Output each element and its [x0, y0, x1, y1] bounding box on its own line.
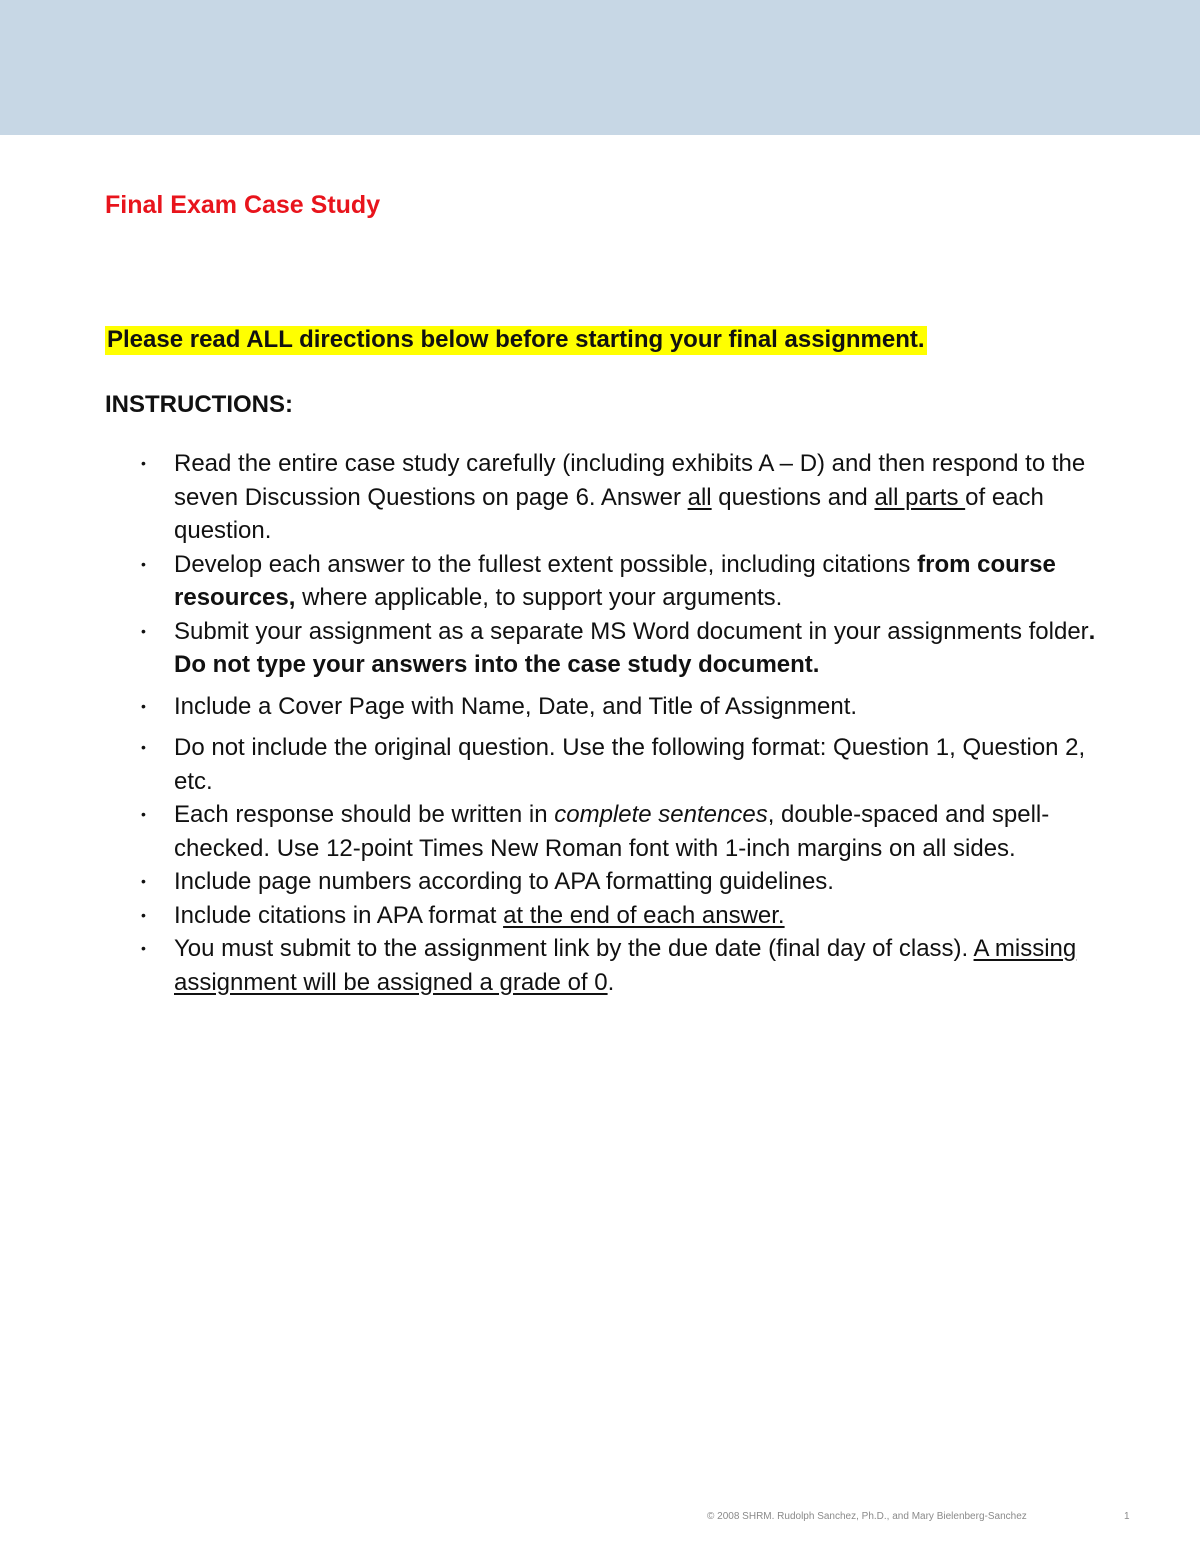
- underlined-text: all: [687, 483, 712, 511]
- item-text: Include citations in APA format: [174, 901, 504, 929]
- bullet-icon: •: [141, 555, 146, 572]
- item-text: Submit your assignment as a separate MS Word document in your assignments folder: [174, 617, 1089, 645]
- list-item: [0, 548, 1104, 615]
- underlined-text: A missing assignment will be assigned a grade of 0: [174, 935, 1077, 996]
- notice-text: Please read ALL directions below before starting your final assignment.: [107, 326, 925, 353]
- item-text: Include page numbers according to APA formatting guidelines.: [174, 868, 834, 895]
- item-text: .: [607, 968, 615, 996]
- bullet-icon: •: [141, 455, 146, 471]
- item-text: , double-spaced and spell-checked. Use 12-point Times New Roman font with 1-inch margins on all sides.: [174, 801, 1050, 862]
- bullet-icon: •: [141, 806, 146, 822]
- list-item: [0, 690, 1104, 724]
- instructions-list: [0, 447, 1200, 999]
- page-footer: [0, 1511, 1200, 1531]
- highlighted-notice: [105, 324, 927, 356]
- bullet-icon: •: [141, 739, 146, 755]
- list-item: [0, 731, 1104, 798]
- item-text: Develop each answer to the fullest extent possible, including citations: [174, 550, 918, 578]
- italic-text: complete sentences: [554, 801, 768, 828]
- instructions-heading: INSTRUCTIONS:: [105, 391, 293, 418]
- list-item: [0, 615, 1104, 682]
- bullet-icon: •: [141, 622, 146, 639]
- item-text: You must submit to the assignment link by the due date (final day of class).: [174, 935, 974, 962]
- list-item: [0, 865, 1104, 899]
- item-text: where applicable, to support your arguments.: [295, 584, 783, 611]
- bullet-icon: •: [141, 697, 146, 714]
- item-text: Each response should be written in: [174, 801, 555, 828]
- list-item: [0, 899, 1104, 933]
- list-item: [0, 932, 1104, 999]
- list-item: [0, 447, 1104, 548]
- header-band: [0, 0, 1200, 135]
- bold-text: . Do not type your answers into the case study document.: [174, 617, 1096, 678]
- bullet-icon: •: [141, 940, 146, 956]
- underlined-text: all parts: [874, 483, 966, 511]
- bold-text: from course resources,: [174, 550, 1056, 611]
- bullet-icon: •: [141, 873, 146, 889]
- item-text: Include a Cover Page with Name, Date, and Title of Assignment.: [174, 692, 858, 720]
- item-text: Do not include the original question. Use the following format: Question 1, Question 2, etc.: [174, 734, 1086, 795]
- item-text: of each question.: [174, 483, 1044, 544]
- list-item: [0, 798, 1104, 865]
- item-text: Read the entire case study carefully (including exhibits A – D) and then respond to the seven Discussion Questions on page 6. Answer: [174, 450, 1086, 511]
- underlined-text: at the end of each answer.: [503, 901, 785, 929]
- item-text: questions and: [711, 483, 875, 511]
- copyright-notice: © 2008 SHRM. Rudolph Sanchez, Ph.D., and Mary Bielenberg-Sanchez: [707, 1511, 1027, 1522]
- page-number: 1: [1124, 1511, 1130, 1522]
- bullet-icon: •: [141, 906, 146, 923]
- document-title: Final Exam Case Study: [105, 191, 381, 219]
